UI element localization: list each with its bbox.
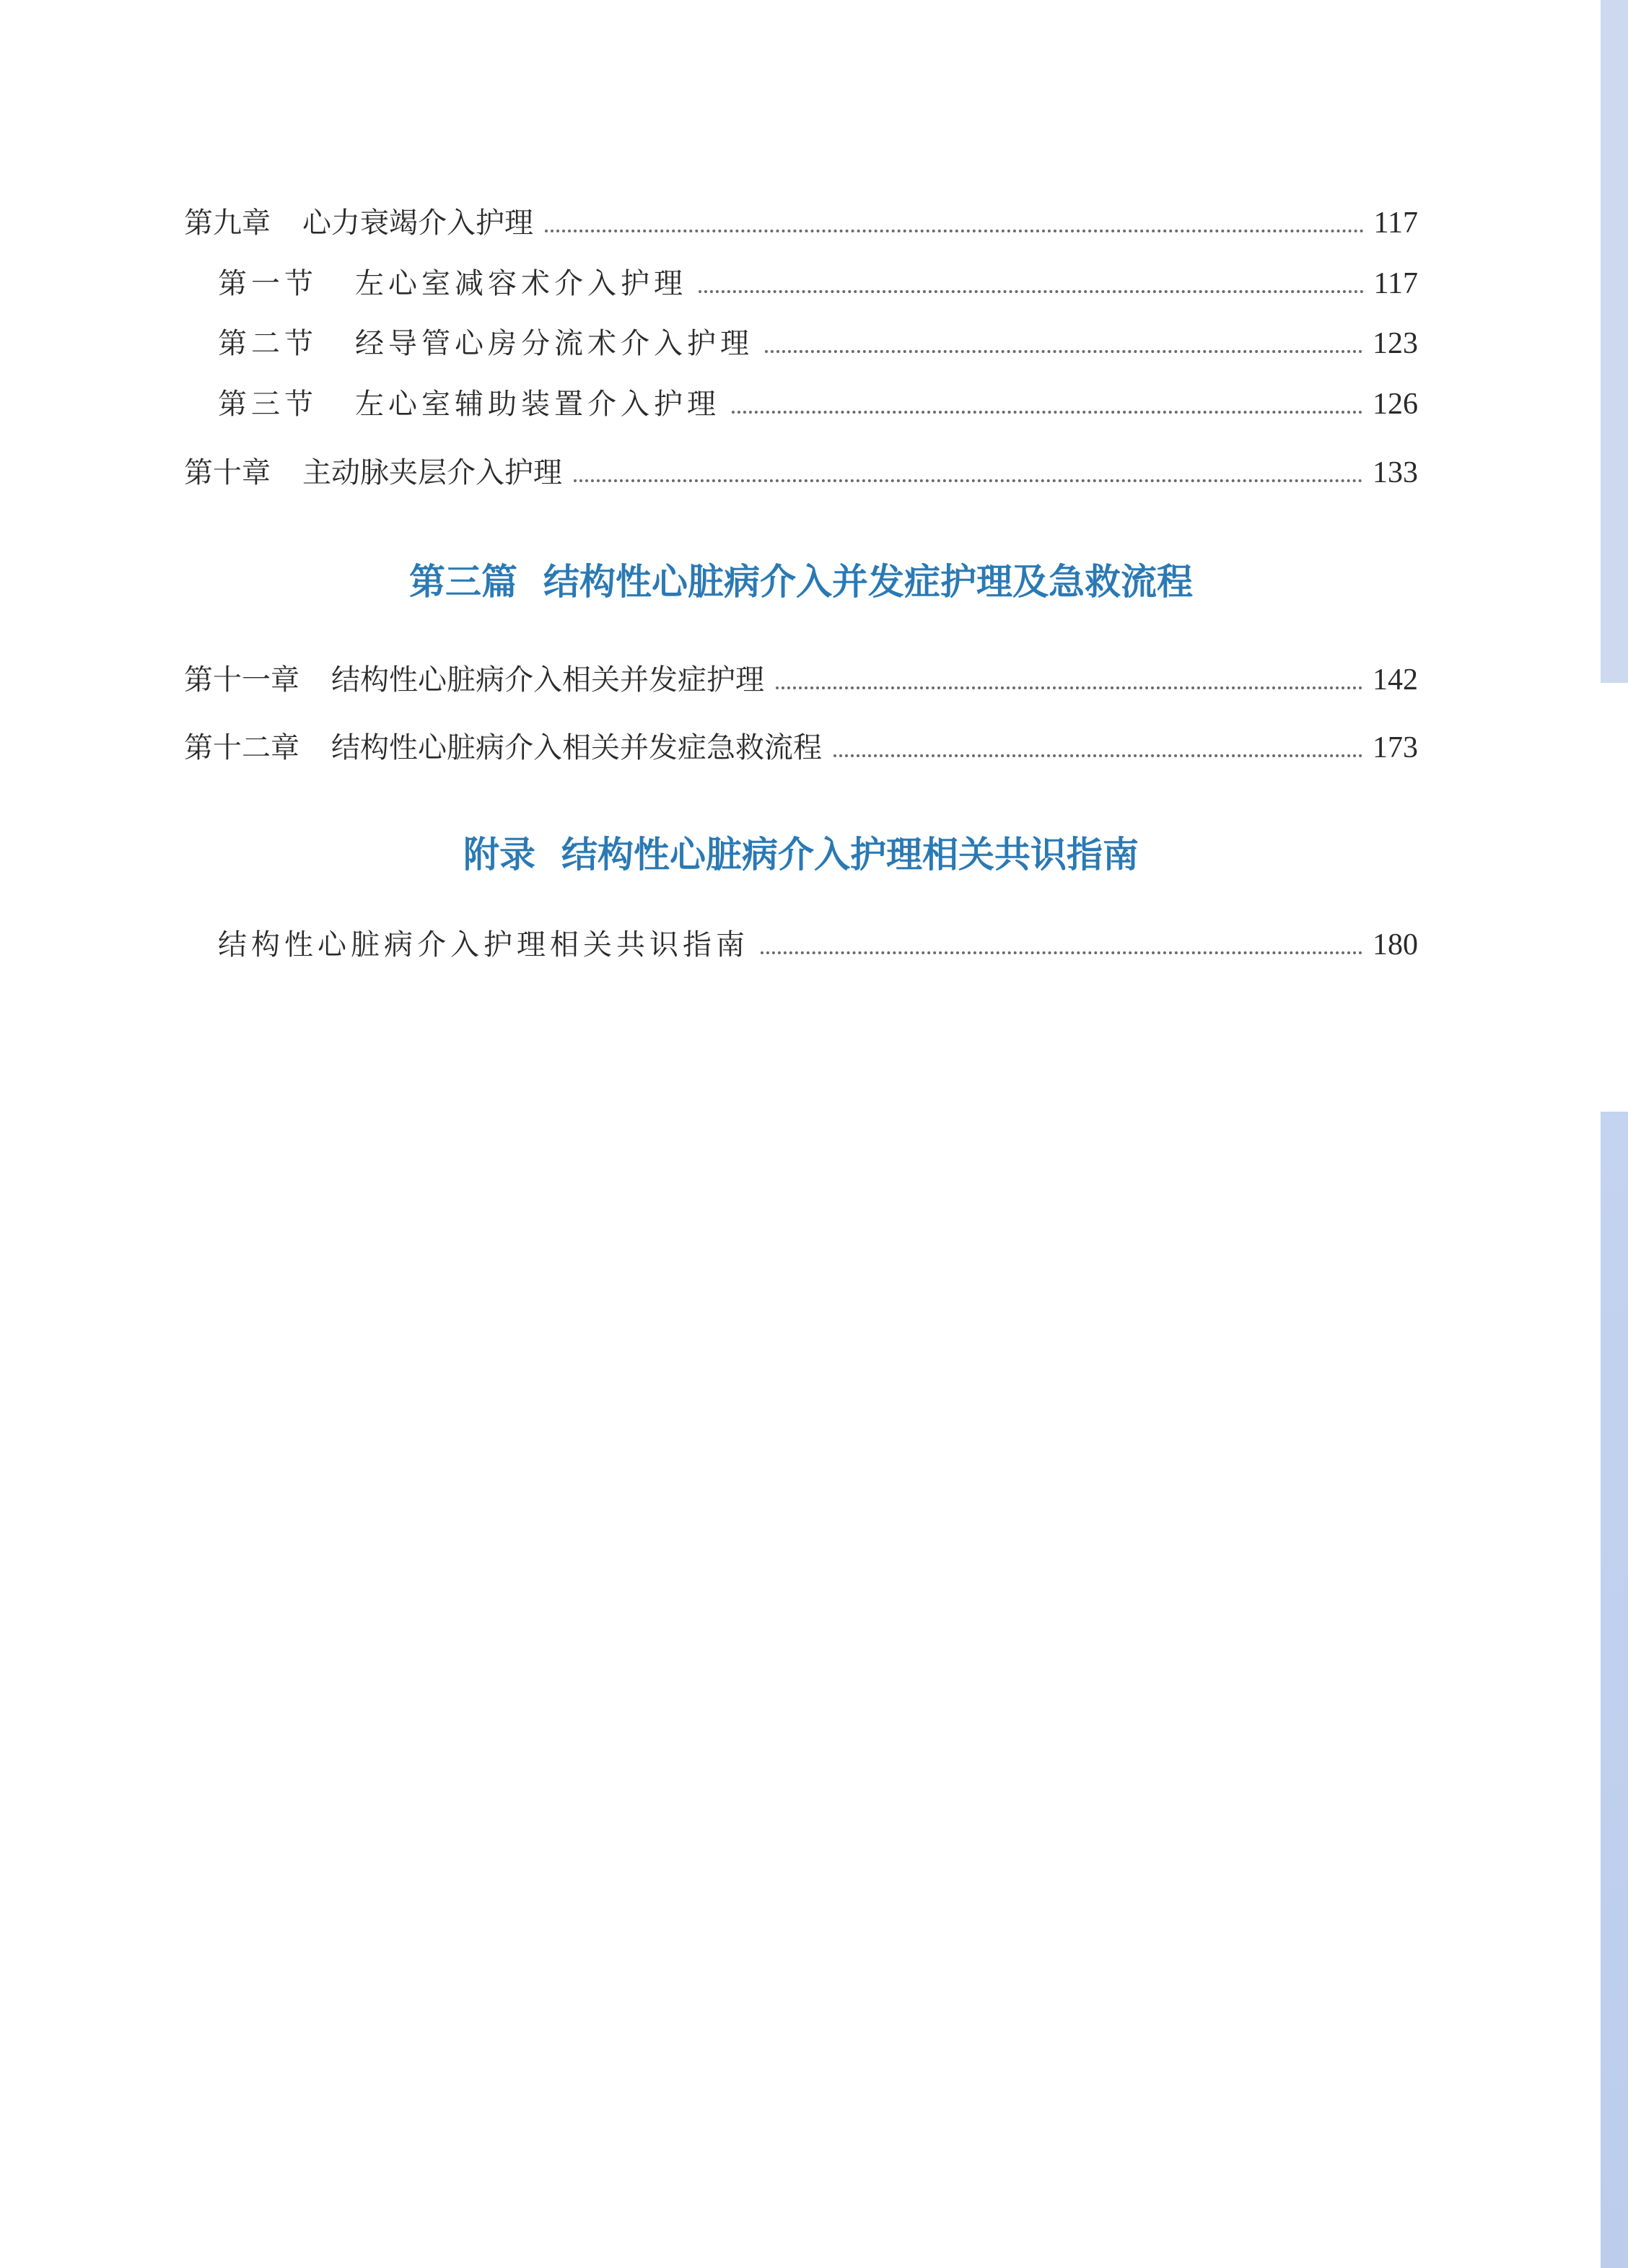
entry-number: 第九章 — [184, 206, 271, 240]
toc-entry-section-2[interactable] — [218, 326, 1418, 362]
dot-leader — [545, 230, 1364, 232]
entry-page-number: 180 — [1373, 928, 1418, 961]
entry-title: 左心室减容术介入护理 — [355, 267, 687, 300]
entry-title: 结构性心脏病介入相关并发症护理 — [331, 663, 764, 697]
entry-page-number: 173 — [1373, 731, 1418, 764]
toc-entry-appendix[interactable] — [218, 927, 1418, 963]
dot-leader — [574, 479, 1362, 482]
dot-leader — [776, 686, 1362, 689]
entry-page-number: 117 — [1373, 206, 1418, 240]
dot-leader — [732, 411, 1362, 414]
entry-title: 结构性心脏病介入护理相关共识指南 — [218, 928, 749, 961]
entry-title: 主动脉夹层介入护理 — [302, 456, 562, 489]
toc-entry-chapter-9[interactable] — [184, 205, 1418, 241]
entry-number: 第十章 — [184, 456, 271, 489]
toc-entry-chapter-12[interactable] — [184, 730, 1418, 766]
part-three-heading[interactable] — [0, 560, 1602, 603]
side-tab-top — [1601, 0, 1628, 683]
entry-number: 第十二章 — [184, 731, 299, 764]
entry-page-number: 126 — [1373, 388, 1418, 421]
entry-title: 左心室辅助装置介入护理 — [355, 388, 720, 421]
entry-number: 第一节 — [218, 267, 318, 300]
appendix-label: 附录 — [463, 834, 535, 876]
entry-number: 第三节 — [218, 388, 318, 421]
dot-leader — [833, 754, 1362, 757]
toc-entry-chapter-10[interactable] — [184, 455, 1418, 491]
appendix-heading[interactable] — [0, 833, 1602, 876]
dot-leader — [761, 951, 1362, 954]
dot-leader — [699, 290, 1364, 293]
entry-title: 结构性心脏病介入相关并发症急救流程 — [331, 731, 822, 764]
entry-number: 第二节 — [218, 327, 318, 360]
part-title: 结构性心脏病介入并发症护理及急救流程 — [543, 561, 1193, 603]
entry-number: 第十一章 — [184, 663, 299, 697]
entry-page-number: 133 — [1373, 456, 1418, 489]
entry-title: 经导管心房分流术介入护理 — [355, 327, 753, 360]
toc-entry-section-3[interactable] — [218, 386, 1418, 422]
toc-entry-section-1[interactable] — [218, 266, 1418, 302]
dot-leader — [765, 350, 1362, 353]
toc-entry-chapter-11[interactable] — [184, 662, 1418, 698]
entry-page-number: 142 — [1373, 663, 1418, 697]
entry-page-number: 123 — [1373, 327, 1418, 360]
appendix-title: 结构性心脏病介入护理相关共识指南 — [561, 834, 1139, 876]
side-tab-bottom — [1601, 1112, 1628, 2268]
entry-page-number: 117 — [1373, 267, 1418, 300]
entry-title: 心力衰竭介入护理 — [302, 206, 533, 240]
part-label: 第三篇 — [409, 561, 517, 603]
